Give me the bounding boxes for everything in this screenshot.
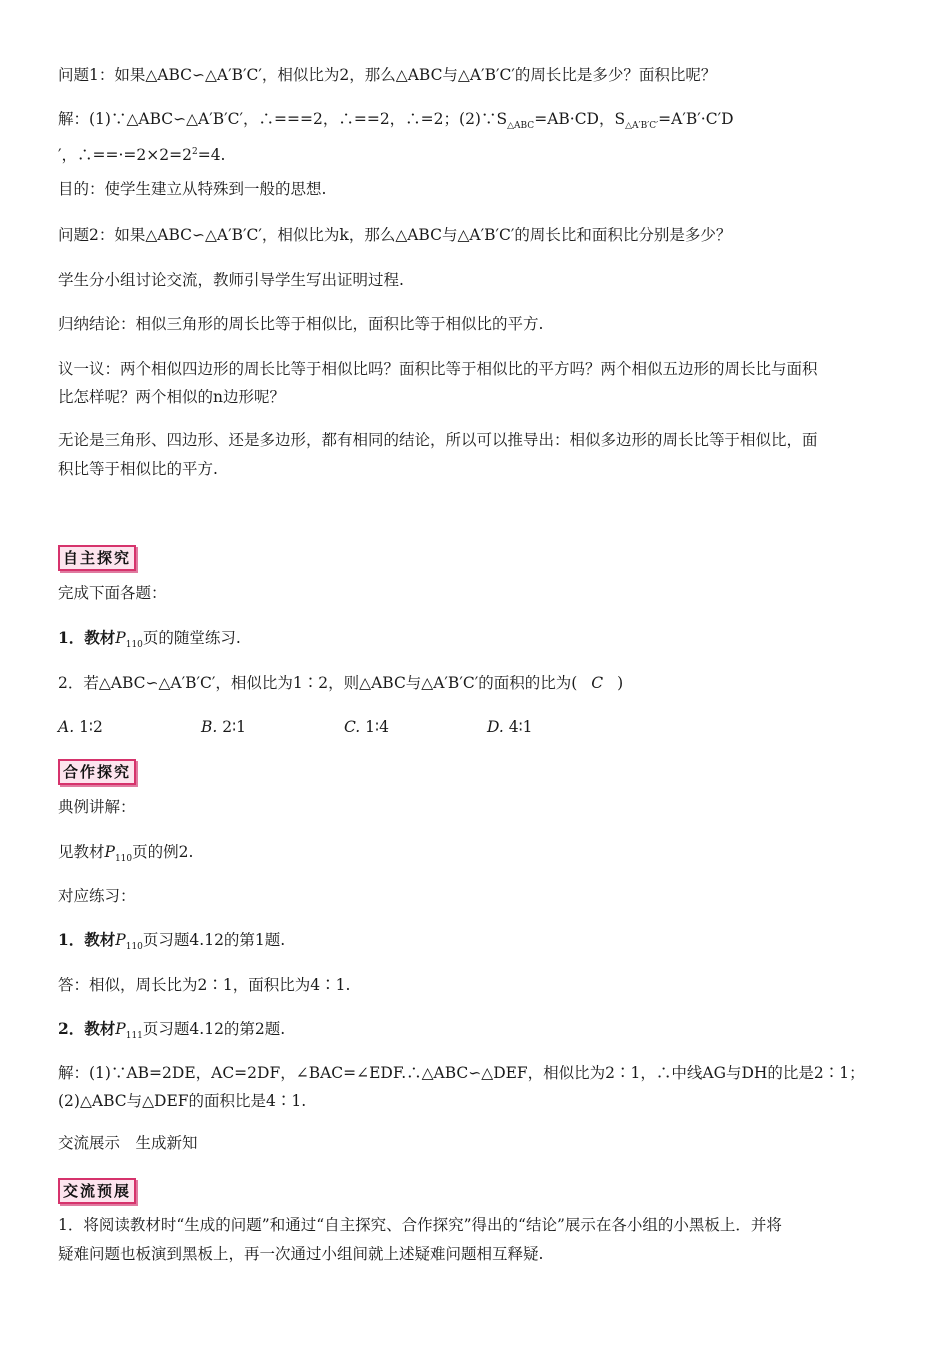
conclusion: 归纳结论：相似三角形的周长比等于相似比，面积比等于相似比的平方. — [58, 315, 544, 333]
section-tag-cooperate-explore: 合作探究 — [58, 759, 136, 785]
option-c: C. 1∶4 — [344, 718, 389, 736]
group-discussion: 学生分小组讨论交流，教师引导学生写出证明过程. — [58, 271, 404, 289]
purpose: 目的：使学生建立从特殊到一般的思想. — [58, 180, 327, 198]
practice-1-answer: 答：相似，周长比为2∶1，面积比为4∶1. — [58, 976, 351, 994]
section1-lead: 完成下面各题： — [58, 584, 167, 602]
practice-1: 1．教材$P_{110}$页习题4.12的第1题. — [58, 930, 286, 953]
section1-item-2: 2．若△ABC∽△A′B′C′，相似比为1∶2，则△ABC与△A′B′C′的面积的比为( C ) — [58, 674, 624, 692]
solution-1-part-e: =4. — [197, 146, 226, 165]
solution-1-part-a: 解：(1)∵△ABC∽△A′B′C′，∴===2，∴==2，∴=2；(2)∵S — [58, 110, 508, 128]
question-1-text: 问题1：如果△ABC∽△A′B′C′，相似比为2，那么△ABC与△A′B′C′的周长比是多少？面积比呢？ — [58, 66, 717, 84]
solution-1 — [58, 106, 888, 168]
solution-1-sup: 2 — [191, 147, 198, 158]
solution-1-part-d: ′，∴==·=2×2=2 — [58, 146, 192, 165]
section1-item-1: 1．教材$P_{110}$页的随堂练习. — [58, 628, 241, 651]
section3-item-1: 1．将阅读教材时“生成的问题”和通过“自主探究、合作探究”得出的“结论”展示在各小组的小黑板上．并将 疑难问题也板演到黑板上，再一次通过小组间就上述疑难问题相互释疑. — [58, 1216, 782, 1263]
section1-options — [58, 714, 888, 740]
option-d: D. 4∶1 — [487, 718, 533, 736]
solution-1-sub-abc-prime: △A′B′C′ — [625, 121, 659, 132]
example-title: 典例讲解： — [58, 798, 136, 816]
question-2: 问题2：如果△ABC∽△A′B′C′，相似比为k，那么△ABC与△A′B′C′的周长比和面积比分别是多少？ — [58, 226, 732, 244]
generalization: 无论是三角形、四边形、还是多边形，都有相同的结论，所以可以推导出：相似多边形的周长比等于相似比，面 积比等于相似比的平方. — [58, 431, 818, 478]
section-tag-self-explore: 自主探究 — [58, 545, 136, 571]
option-b: B. 2∶1 — [201, 718, 247, 736]
section-tag-exchange-preview: 交流预展 — [58, 1178, 136, 1204]
solution-1-part-b: =AB·CD，S — [534, 110, 626, 128]
solution-1-part-c: =A′B′·C′D — [658, 110, 734, 128]
practice-2-solution: 解：(1)∵AB=2DE，AC=2DF，∠BAC=∠EDF.∴△ABC∽△DEF，相似比为2∶1，∴中线AG与DH的比是2∶1； (2)△ABC与△DEF的面积比是4∶1. — [58, 1064, 865, 1110]
think-discuss: 议一议：两个相似四边形的周长比等于相似比吗？面积比等于相似比的平方吗？两个相似五边形的周长比与面积 比怎样呢？两个相似的n边形呢？ — [58, 360, 818, 406]
item-2-answer: C — [591, 674, 604, 692]
practice-title: 对应练习： — [58, 887, 136, 905]
example-ref: 见教材$P_{110}$页的例2. — [58, 843, 194, 865]
practice-2: 2．教材$P_{111}$页习题4.12的第2题. — [58, 1019, 286, 1042]
question-1 — [58, 62, 888, 88]
show-and-learn: 交流展示 生成新知 — [58, 1134, 198, 1152]
solution-1-sub-abc: △ABC — [507, 121, 535, 132]
option-a: A. 1∶2 — [58, 718, 103, 736]
